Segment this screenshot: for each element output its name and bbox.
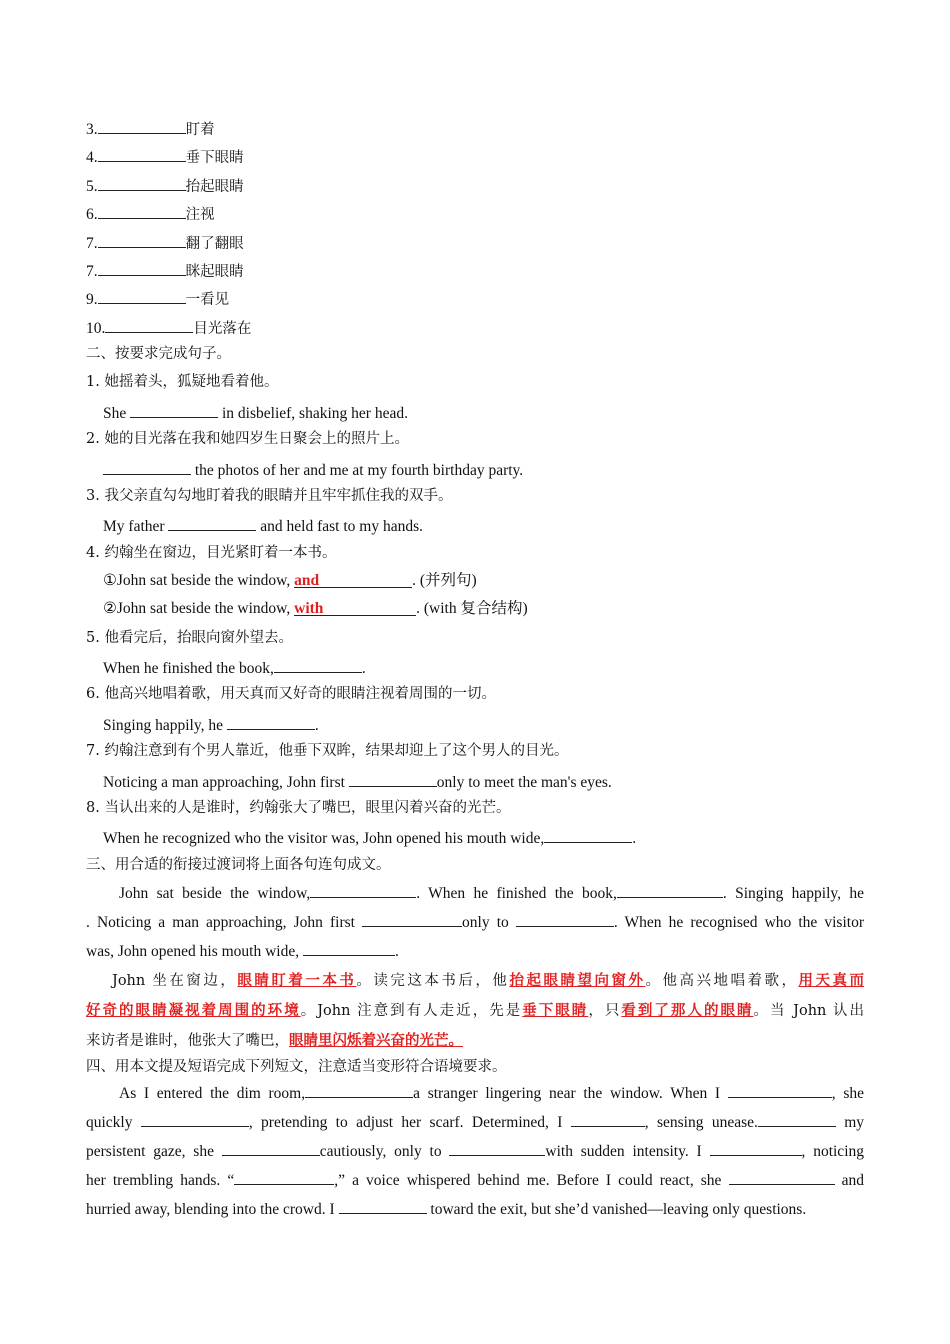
answer-blank[interactable] (103, 458, 191, 475)
q8-english: When he recognized who the visitor was, John opened his mouth wide, . (103, 826, 636, 849)
answer-blank[interactable] (98, 259, 186, 276)
item-meaning: 盯着 (185, 122, 215, 138)
answer-blank[interactable] (303, 939, 395, 956)
item-meaning: 一看见 (185, 292, 230, 308)
answer-blank[interactable] (310, 881, 416, 898)
answer-blank[interactable] (98, 287, 186, 304)
q6-chinese: 6. 他高兴地唱着歌，用天真而又好奇的眼睛注视着周围的一切。 (86, 686, 496, 702)
vocab-item (86, 316, 251, 339)
q2-english: the photos of her and me at my fourth birthday party. (103, 458, 523, 481)
vocab-item (86, 287, 229, 310)
answer-blank[interactable] (728, 1081, 832, 1098)
item-meaning: 眯起眼睛 (185, 264, 244, 280)
answer-text: 抬起眼睛望向窗外 (509, 972, 646, 989)
answer-hint: and (294, 572, 320, 589)
q4b-english: ②John sat beside the window, with . (with 复合结构) (103, 600, 528, 617)
item-number: 3. (86, 121, 98, 138)
q1-chinese: 1. 她摇着头，狐疑地看着他。 (86, 374, 279, 390)
q7-english: Noticing a man approaching, John first only to meet the man's eyes. (103, 770, 612, 793)
section-3-title: 三、用合适的衔接过渡词将上面各句连句成文。 (86, 857, 391, 873)
answer-text: 好奇的眼睛凝视着周围的环境 (86, 1002, 301, 1019)
item-number: 5. (86, 178, 98, 195)
item-number: 7. (86, 263, 98, 280)
q1-english: She in disbelief, shaking her head. (103, 401, 408, 424)
section-3-english-paragraph: John sat beside the window, . When he finished the book, . Singing happily, he . Noticing a man approaching, John first only to . When he recognised who the visitor was, John opened his mouth wide, . (86, 879, 864, 966)
q5-chinese: 5. 他看完后，抬眼向窗外望去。 (86, 630, 293, 646)
q3-chinese: 3. 我父亲直勾勾地盯着我的眼睛并且牢牢抓住我的双手。 (86, 488, 453, 504)
item-number: 10. (86, 320, 106, 337)
answer-blank[interactable] (544, 826, 632, 843)
item-meaning: 抬起眼睛 (185, 179, 244, 195)
q3-english: My father and held fast to my hands. (103, 514, 423, 537)
answer-blank[interactable] (349, 770, 437, 787)
item-number: 7. (86, 235, 98, 252)
item-meaning: 垂下眼睛 (185, 150, 244, 166)
answer-blank[interactable] (305, 1081, 413, 1098)
item-number: 4. (86, 149, 98, 166)
section-2-title: 二、按要求完成句子。 (86, 346, 231, 362)
answer-blank[interactable] (571, 1110, 645, 1127)
answer-blank[interactable] (98, 202, 186, 219)
answer-blank[interactable] (168, 514, 256, 531)
answer-blank[interactable] (617, 881, 723, 898)
vocab-item (86, 231, 244, 254)
answer-hint: with (294, 600, 324, 617)
answer-blank[interactable] (339, 1197, 427, 1214)
answer-blank[interactable] (98, 145, 186, 162)
item-meaning: 目光落在 (193, 321, 252, 337)
answer-text: 眼睛里闪烁着兴奋的光芒。 (289, 1032, 463, 1049)
answer-text: 用天真而 (798, 972, 865, 989)
answer-blank[interactable] (141, 1110, 249, 1127)
section-3-chinese-answer: John 坐在窗边，眼睛盯着一本书。读完这本书后，他抬起眼睛望向窗外。他高兴地唱着歌，用天真而 好奇的眼睛凝视着周围的环境。John 注意到有人走近，先是垂下眼睛，只看到了那人的眼睛。当 John 认出 来访者是谁时，他张大了嘴巴，眼睛里闪烁着兴奋的光芒。 (86, 972, 865, 1049)
answer-blank[interactable] (234, 1168, 334, 1185)
q5-english: When he finished the book, . (103, 656, 366, 679)
answer-blank[interactable] (98, 174, 186, 191)
answer-blank[interactable] (274, 656, 362, 673)
answer-blank[interactable] (227, 713, 315, 730)
vocab-item (86, 117, 215, 140)
answer-blank[interactable] (758, 1110, 836, 1127)
answer-blank[interactable] (98, 231, 186, 248)
answer-blank[interactable] (98, 117, 186, 134)
answer-blank[interactable] (449, 1139, 545, 1156)
q4-chinese: 4. 约翰坐在窗边，目光紧盯着一本书。 (86, 545, 337, 561)
answer-blank[interactable] (710, 1139, 802, 1156)
section-4-paragraph: As I entered the dim room, a stranger lingering near the window. When I , she quickly , pretending to adjust her scarf. Determined, I , sensing unease. my persistent gaze, she cautiously, only to with sudden intensity. I , noticing her trembling hands. “ ,” a voice whispered behind me. Before I could react, she and hurried away, blending into the crowd. I toward the exit, but she’d vanished—leaving only questions. (86, 1079, 864, 1224)
answer-blank[interactable] (105, 316, 193, 333)
answer-text: 垂下眼睛 (522, 1002, 589, 1019)
q4a-english: ①John sat beside the window, and . (并列句) (103, 572, 477, 589)
q8-chinese: 8. 当认出来的人是谁时，约翰张大了嘴巴，眼里闪着兴奋的光芒。 (86, 800, 511, 816)
q2-chinese: 2. 她的目光落在我和她四岁生日聚会上的照片上。 (86, 431, 409, 447)
answer-blank[interactable] (130, 401, 218, 418)
vocab-item (86, 259, 244, 282)
answer-text: 看到了那人的眼睛 (621, 1002, 754, 1019)
q7-chinese: 7. 约翰注意到有个男人靠近，他垂下双眸，结果却迎上了这个男人的目光。 (86, 743, 569, 759)
answer-blank[interactable] (516, 910, 614, 927)
vocab-item (86, 174, 244, 197)
vocab-item (86, 202, 215, 225)
item-meaning: 翻了翻眼 (185, 236, 244, 252)
answer-blank[interactable] (294, 571, 412, 588)
item-number: 9. (86, 291, 98, 308)
item-meaning: 注视 (185, 207, 215, 223)
item-number: 6. (86, 206, 98, 223)
answer-blank[interactable] (294, 599, 416, 616)
q6-english: Singing happily, he . (103, 713, 319, 736)
answer-blank[interactable] (222, 1139, 320, 1156)
vocab-item (86, 145, 244, 168)
section-4-title: 四、用本文提及短语完成下列短文，注意适当变形符合语境要求。 (86, 1059, 507, 1075)
answer-blank[interactable] (362, 910, 462, 927)
answer-text: 眼睛盯着一本书 (237, 972, 357, 989)
answer-blank[interactable] (729, 1168, 835, 1185)
